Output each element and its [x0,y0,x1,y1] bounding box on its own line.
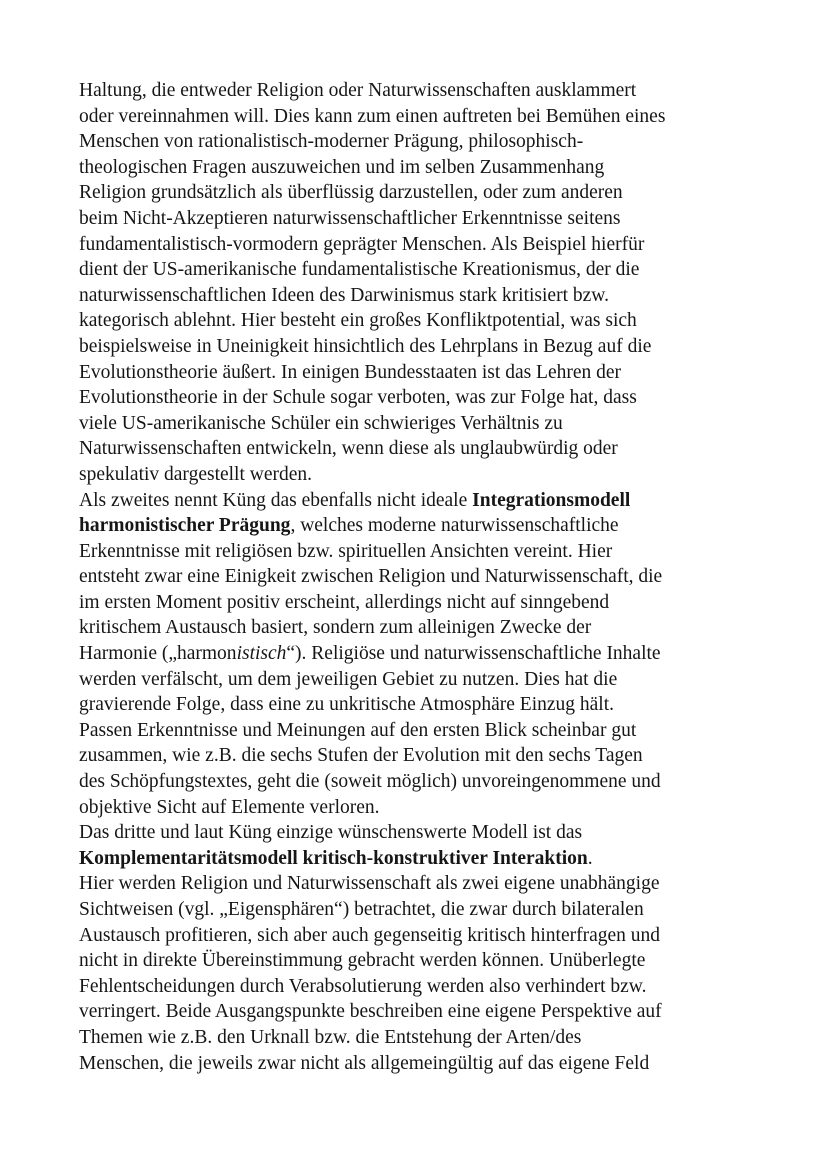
text-line: im ersten Moment positiv erscheint, allerdings nicht auf sinngebend [79,591,610,613]
text-line: Evolutionstheorie äußert. In einigen Bundesstaaten ist das Lehren der [79,361,622,383]
text-line: oder vereinnahmen will. Dies kann zum einen auftreten bei Bemühen eines [79,105,666,127]
text-line: werden verfälscht, um dem jeweiligen Gebiet zu nutzen. Dies hat die [79,668,618,690]
integration-model-term: Integrationsmodell [472,489,631,511]
text-line: naturwissenschaftlichen Ideen des Darwinismus stark kritisiert bzw. [79,284,609,306]
text-line: Naturwissenschaften entwickeln, wenn diese als unglaubwürdig oder [79,438,618,460]
line-prefix: Als zweites nennt Küng das ebenfalls nicht ideale [79,489,473,511]
text-line-complementarity-model [79,846,769,872]
text-line: Themen wie z.B. den Urknall bzw. die Entstehung der Arten/des [79,1026,582,1048]
text-line-integration-model [79,488,769,514]
text-line: Passen Erkenntnisse und Meinungen auf den ersten Blick scheinbar gut [79,719,637,741]
text-line: Sichtweisen (vgl. „Eigensphären“) betrachtet, die zwar durch bilateralen [79,899,644,920]
text-line: nicht in direkte Übereinstimmung gebracht werden können. Unüberlegte [79,950,646,972]
text-line: Menschen von rationalistisch-moderner Prägung, philosophisch- [79,131,584,153]
text-line: entsteht zwar eine Einigkeit zwischen Religion und Naturwissenschaft, die [79,566,663,588]
text-line: Austausch profitieren, sich aber auch gegenseitig kritisch hinterfragen und [79,924,661,946]
line-suffix: , welches moderne naturwissenschaftliche [290,515,619,537]
text-line: beim Nicht-Akzeptieren naturwissenschaftlicher Erkenntnisse seitens [79,207,621,229]
harmonistic-term: harmonistischer Prägung [79,515,291,537]
text-line: Haltung, die entweder Religion oder Naturwissenschaften ausklammert [79,80,637,101]
text-line: dient der US-amerikanische fundamentalistische Kreationismus, der die [79,259,640,281]
text-line: fundamentalistisch-vormodern geprägter Menschen. Als Beispiel hierfür [79,233,645,255]
complementarity-model-term: Komplementaritätsmodell kritisch-konstruktiver Interaktion [79,847,588,869]
text-line: beispielsweise in Uneinigkeit hinsichtlich des Lehrplans in Bezug auf die [79,335,652,357]
text-line: zusammen, wie z.B. die sechs Stufen der Evolution mit den sechs Tagen [79,745,643,767]
text-line: des Schöpfungstextes, geht die (soweit möglich) unvoreingenommene und [79,771,661,793]
line-prefix: Harmonie („harmon [79,643,237,665]
text-line: verringert. Beide Ausgangspunkte beschreiben eine eigene Perspektive auf [79,1001,662,1023]
line-suffix: “). Religiöse und naturwissenschaftliche Inhalte [286,643,661,665]
text-line: Fehlentscheidungen durch Verabsolutierung werden also verhindert bzw. [79,975,647,997]
text-line: spekulativ dargestellt werden. [79,463,313,485]
italic-emphasis: istisch [236,643,287,665]
body-text [79,78,769,1076]
text-line: kategorisch ablehnt. Hier besteht ein großes Konfliktpotential, was sich [79,310,637,332]
text-line: Evolutionstheorie in der Schule sogar verboten, was zur Folge hat, dass [79,387,637,409]
line-suffix: . [587,847,593,869]
text-line: objektive Sicht auf Elemente verloren. [79,796,380,818]
text-line: viele US-amerikanische Schüler ein schwieriges Verhältnis zu [79,412,563,434]
text-line-harmonistic [79,513,769,539]
text-line: Das dritte und laut Küng einzige wünschenswerte Modell ist das [79,822,583,844]
text-line: Hier werden Religion und Naturwissenschaft als zwei eigene unabhängige [79,873,660,895]
text-line: theologischen Fragen auszuweichen und im selben Zusammenhang [79,156,605,178]
text-line: kritischem Austausch basiert, sondern zum alleinigen Zwecke der [79,617,592,639]
text-line: Erkenntnisse mit religiösen bzw. spirituellen Ansichten vereint. Hier [79,540,613,562]
text-line-harmony [79,641,769,667]
text-line: gravierende Folge, dass eine zu unkritische Atmosphäre Einzug hält. [79,694,615,716]
text-line: Menschen, die jeweils zwar nicht als allgemeingültig auf das eigene Feld [79,1052,650,1074]
text-line: Religion grundsätzlich als überflüssig darzustellen, oder zum anderen [79,182,623,204]
